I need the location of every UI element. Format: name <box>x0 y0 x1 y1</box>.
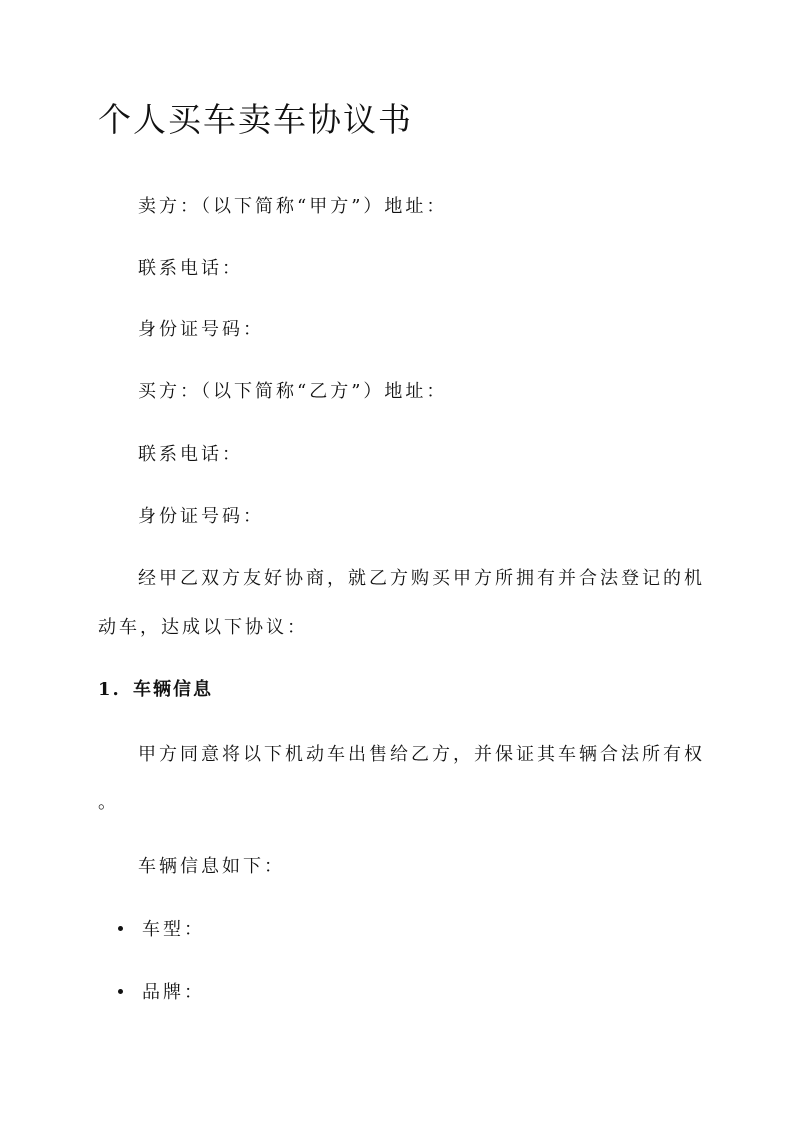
list-item <box>118 981 205 1005</box>
bullet-icon <box>118 989 123 994</box>
vehicle-info-intro: 车辆信息如下： <box>138 856 285 877</box>
preamble-line-2: 动车，达成以下协议： <box>98 617 308 638</box>
document-title: 个人买车卖车协议书 <box>98 100 413 139</box>
preamble-line-1: 经甲乙双方友好协商，就乙方购买甲方所拥有并合法登记的机 <box>138 568 705 589</box>
bullet-icon <box>118 926 123 931</box>
seller-id-label: 身份证号码： <box>138 319 264 340</box>
list-item <box>118 918 205 942</box>
section-1-title: 车辆信息 <box>133 679 213 700</box>
section-1-para-line-2: 。 <box>98 792 119 813</box>
buyer-phone-label: 联系电话： <box>138 444 243 465</box>
seller-phone-label: 联系电话： <box>138 258 243 279</box>
seller-intro: 卖方：（以下简称“甲方”）地址： <box>138 196 448 217</box>
section-1-number: 1. <box>98 679 121 700</box>
section-1-heading <box>98 678 213 702</box>
vehicle-model-label: 车型： <box>142 919 205 940</box>
buyer-intro: 买方：（以下简称“乙方”）地址： <box>138 381 448 402</box>
vehicle-brand-label: 品牌： <box>142 982 205 1003</box>
section-1-para-line-1: 甲方同意将以下机动车出售给乙方，并保证其车辆合法所有权 <box>138 744 705 765</box>
buyer-id-label: 身份证号码： <box>138 506 264 527</box>
